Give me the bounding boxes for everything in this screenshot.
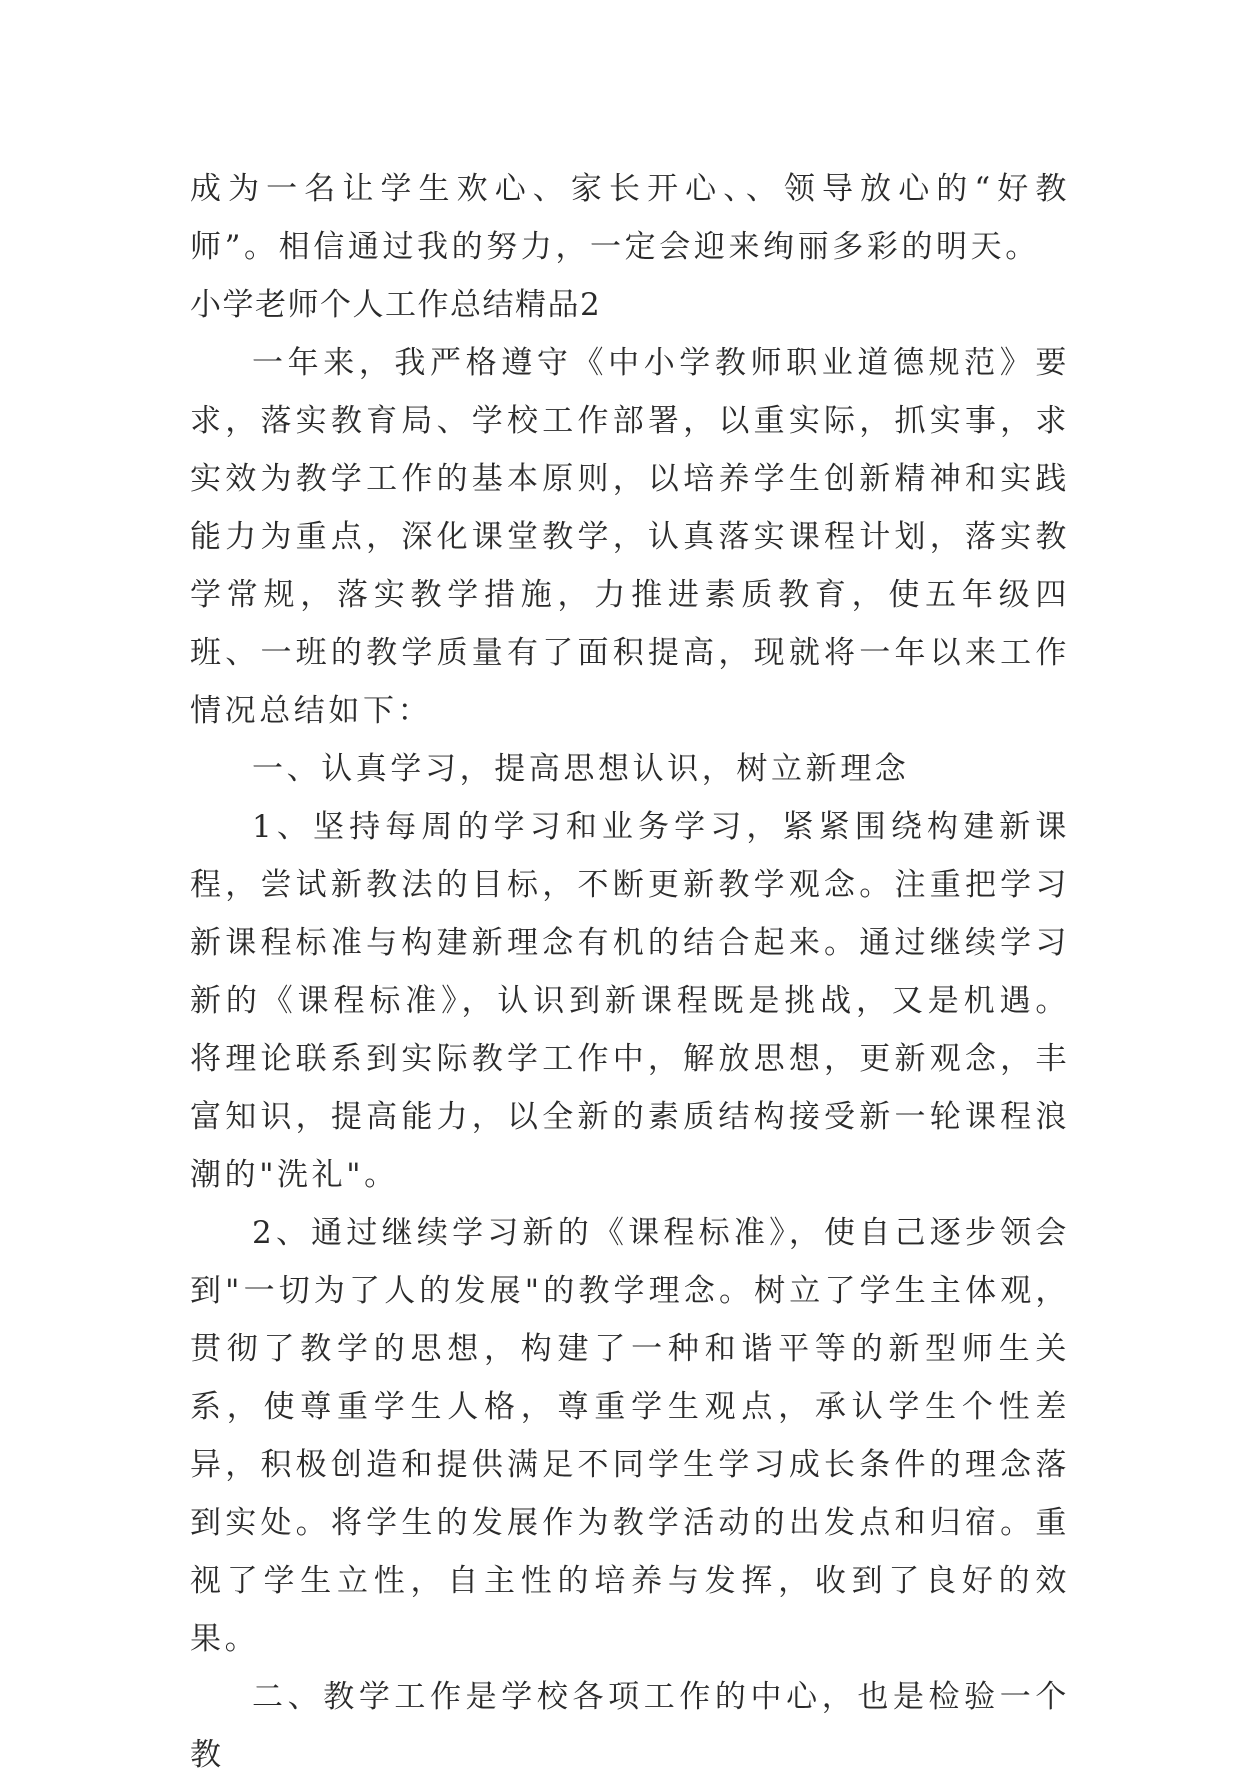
document-body — [190, 160, 1070, 1784]
paragraph-closing: 成为一名让学生欢心、家长开心、、领导放心的“好教师”。相信通过我的努力，一定会迎来绚丽多彩的明天。 — [190, 171, 1070, 265]
section-title: 小学老师个人工作总结精品2 — [190, 287, 602, 323]
paragraph-item-1: 1、坚持每周的学习和业务学习，紧紧围绕构建新课程，尝试新教法的目标，不断更新教学观念。注重把学习新课程标准与构建新理念有机的结合起来。通过继续学习新的《课程标准》，认识到新课程既是挑战，又是机遇。将理论联系到实际教学工作中，解放思想，更新观念，丰富知识，提高能力，以全新的素质结构接受新一轮课程浪潮的"洗礼"。 — [190, 809, 1070, 1193]
paragraph-intro: 一年来，我严格遵守《中小学教师职业道德规范》要求，落实教育局、学校工作部署，以重实际，抓实事，求实效为教学工作的基本原则，以培养学生创新精神和实践能力为重点，深化课堂教学，认真落实课程计划，落实教学常规，落实教学措施，力推进素质教育，使五年级四班、一班的教学质量有了面积提高，现就将一年以来工作情况总结如下： — [190, 345, 1070, 729]
section-heading-one: 一、认真学习，提高思想认识，树立新理念 — [252, 751, 910, 787]
section-heading-two: 二、教学工作是学校各项工作的中心，也是检验一个教 — [190, 1679, 1070, 1773]
paragraph-item-2: 2、通过继续学习新的《课程标准》，使自己逐步领会到"一切为了人的发展"的教学理念。树立了学生主体观，贯彻了教学的思想，构建了一种和谐平等的新型师生关系，使尊重学生人格，尊重学生观点，承认学生个性差异，积极创造和提供满足不同学生学习成长条件的理念落到实处。将学生的发展作为教学活动的出发点和归宿。重视了学生立性，自主性的培养与发挥，收到了良好的效果。 — [190, 1215, 1070, 1657]
